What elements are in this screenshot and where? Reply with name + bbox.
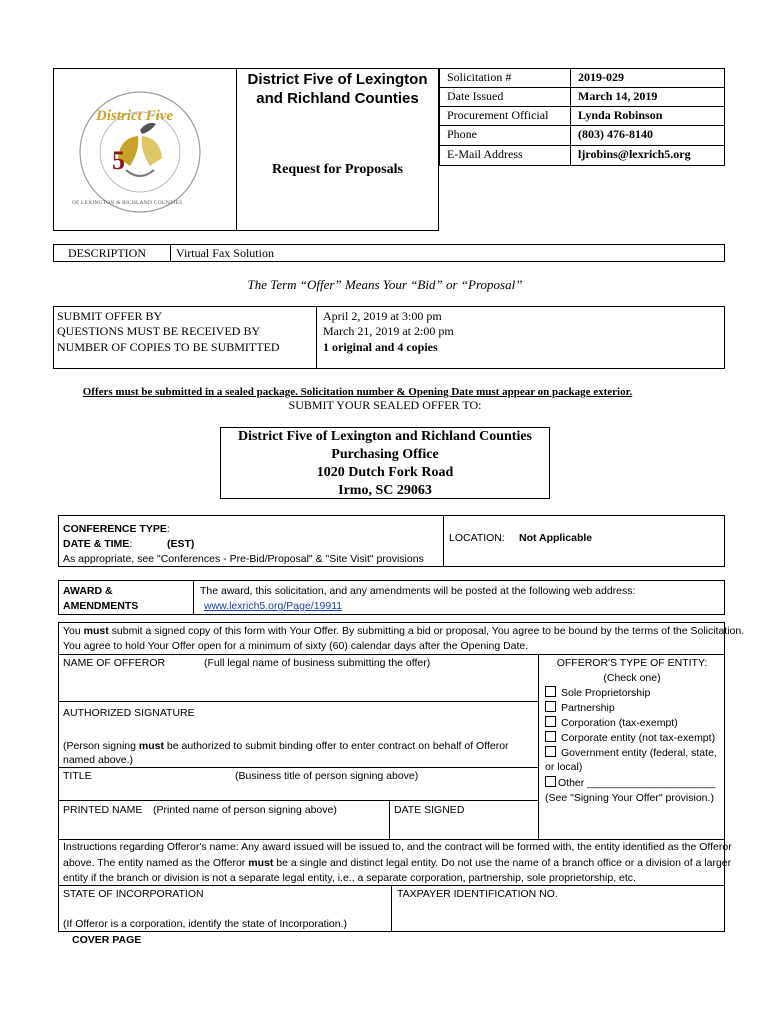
printed-name-field[interactable]	[59, 818, 387, 838]
title-hint: (Business title of person signing above)	[235, 770, 419, 782]
title-label: TITLE	[63, 770, 92, 782]
conference-timezone: (EST)	[167, 538, 195, 550]
submission-divider	[316, 306, 317, 369]
date-issued-value: March 14, 2019	[578, 89, 658, 103]
header-divider	[236, 68, 237, 231]
org-name: District Five of Lexington and Richland Counties	[247, 71, 428, 107]
offeror-name-hint: (Full legal name of business submitting the offer)	[204, 657, 431, 669]
conference-divider	[443, 515, 444, 567]
offeror-name-label: NAME OF OFFEROR	[63, 657, 166, 669]
entity-option-label: Government entity (federal, state,	[561, 747, 717, 759]
info-row-line	[439, 106, 725, 107]
date-issued-label: Date Issued	[447, 89, 504, 103]
checkbox-sole-proprietorship[interactable]	[545, 686, 556, 697]
term-note: The Term “Offer” Means Your “Bid” or “Proposal”	[247, 277, 523, 292]
copies-value: 1 original and 4 copies	[323, 340, 438, 354]
rfp-title: Request for Proposals	[272, 162, 403, 177]
entity-other-label: Other ______________________	[558, 777, 716, 789]
description-label: DESCRIPTION	[68, 246, 147, 260]
title-field[interactable]	[59, 784, 537, 800]
award-text: The award, this solicitation, and any amendments will be posted at the following web address:	[200, 585, 636, 597]
entity-option-label: Corporate entity (not tax-exempt)	[561, 732, 716, 744]
address-line-1: District Five of Lexington and Richland Counties	[237, 429, 532, 444]
offeror-name-field[interactable]	[59, 671, 537, 701]
entity-see-note: (See "Signing Your Offer" provision.)	[545, 792, 714, 804]
entity-option-label: Corporation (tax-exempt)	[561, 717, 678, 729]
submit-offer-by-label: SUBMIT OFFER BY	[57, 309, 163, 323]
questions-deadline-value: March 21, 2019 at 2:00 pm	[323, 324, 454, 338]
authorized-signature-label: AUTHORIZED SIGNATURE	[63, 707, 195, 719]
entity-option-corp-exempt[interactable]	[545, 716, 678, 729]
state-incorporation-label: STATE OF INCORPORATION	[63, 888, 204, 900]
printed-name-hint: (Printed name of person signing above)	[153, 804, 337, 816]
email-label: E-Mail Address	[447, 147, 523, 161]
info-row-line	[439, 87, 725, 88]
date-signed-label: DATE SIGNED	[394, 804, 465, 816]
checkbox-government-entity[interactable]	[545, 746, 556, 757]
tin-label: TAXPAYER IDENTIFICATION NO.	[397, 888, 558, 900]
sealed-package-notice: Offers must be submitted in a sealed package. Solicitation number & Opening Date must appear on package exterior.	[82, 386, 633, 398]
checkbox-corporation-tax-exempt[interactable]	[545, 716, 556, 727]
entity-option-other[interactable]	[545, 776, 716, 789]
instr-post: be a single and distinct legal entity. Do not use the name of a branch office or a division of a larger	[273, 857, 732, 869]
entity-heading: OFFEROR'S TYPE OF ENTITY:	[556, 657, 708, 669]
phone-value: (803) 476-8140	[578, 127, 653, 141]
checkbox-other[interactable]	[545, 776, 556, 787]
state-incorporation-field[interactable]	[59, 902, 389, 916]
logo-numeral: 5	[112, 146, 125, 175]
conference-type	[63, 523, 170, 535]
entity-option-cont: or local)	[545, 761, 583, 773]
offer-intro-line-1	[63, 625, 744, 637]
offer-intro-post: submit a signed copy of this form with Your Offer. By submitting a bid or proposal, You agree to be bound by the terms of the Solicitation.	[108, 625, 745, 637]
conference-note: As appropriate, see "Conferences - Pre-Bid/Proposal" & "Site Visit" provisions	[63, 553, 424, 565]
address-line-2: Purchasing Office	[331, 447, 439, 462]
sig-note-pre: (Person signing	[63, 740, 139, 752]
cover-page-label: COVER PAGE	[72, 934, 142, 946]
sig-note-must: must	[138, 740, 164, 752]
offer-intro-line	[58, 654, 725, 655]
location-label: LOCATION:	[449, 532, 505, 544]
conference-datetime-colon: :	[129, 538, 133, 550]
solicitation-label: Solicitation #	[447, 70, 512, 84]
state-tin-divider	[391, 885, 392, 932]
instructions-line-2	[63, 857, 731, 869]
award-label-line-2: AMENDMENTS	[63, 600, 139, 612]
tin-field[interactable]	[393, 902, 724, 931]
phone-label: Phone	[447, 127, 477, 141]
signature-note-line-1	[63, 740, 509, 752]
address-line-4: Irmo, SC 29063	[338, 483, 432, 498]
info-row-line	[439, 145, 725, 146]
logo-ring-text: OF LEXINGTON & RICHLAND COUNTIES	[72, 200, 183, 206]
state-incorporation-note: (If Offeror is a corporation, identify the state of Incorporation.)	[63, 918, 348, 930]
checkbox-corporate-entity[interactable]	[545, 731, 556, 742]
signature-note-line-2: named above.)	[63, 754, 134, 766]
copies-label: NUMBER OF COPIES TO BE SUBMITTED	[57, 340, 280, 354]
conference-datetime	[63, 538, 132, 550]
description-value: Virtual Fax Solution	[176, 246, 274, 260]
date-signed-field[interactable]	[391, 818, 537, 838]
offer-intro-line-2: You agree to hold Your Offer open for a minimum of sixty (60) calendar days after the Opening Date.	[63, 640, 529, 652]
procurement-official-label: Procurement Official	[447, 108, 549, 122]
conference-type-colon: :	[166, 523, 170, 535]
description-box	[53, 244, 725, 262]
date-signed-divider	[389, 800, 390, 839]
email-value: ljrobins@lexrich5.org	[578, 147, 691, 161]
entity-option-sole[interactable]	[545, 686, 650, 699]
info-row-line	[439, 125, 725, 126]
entity-option-partnership[interactable]	[545, 701, 615, 714]
award-url-link[interactable]: www.lexrich5.org/Page/19911	[204, 600, 343, 612]
award-label-line-1: AWARD &	[63, 585, 113, 597]
questions-deadline-label: QUESTIONS MUST BE RECEIVED BY	[57, 324, 261, 338]
instructions-line	[58, 839, 725, 840]
solicitation-value: 2019-029	[578, 70, 624, 84]
entity-option-corp-entity[interactable]	[545, 731, 715, 744]
instr-must: must	[248, 857, 274, 869]
printed-name-label: PRINTED NAME	[63, 804, 143, 816]
instr-pre: above. The entity named as the Offeror	[63, 857, 249, 869]
offer-intro-must: must	[83, 625, 109, 637]
sig-note-post: be authorized to submit binding offer to enter contract on behalf of Offeror	[163, 740, 509, 752]
entity-option-label: Partnership	[561, 702, 615, 714]
entity-option-government[interactable]	[545, 746, 717, 759]
field-line	[58, 800, 538, 801]
submit-to-label: SUBMIT YOUR SEALED OFFER TO:	[288, 398, 482, 412]
authorized-signature-field[interactable]	[59, 720, 537, 738]
award-divider	[193, 580, 194, 615]
procurement-official-value: Lynda Robinson	[578, 108, 663, 122]
info-col-divider	[570, 68, 571, 166]
conference-datetime-label: DATE & TIME	[63, 538, 130, 550]
instructions-line-1: Instructions regarding Offeror's name: Any award issued will be issued to, and the contract will be formed with, the entity identified as the Offeror	[63, 841, 732, 853]
entity-check-one: (Check one)	[603, 672, 661, 684]
instructions-line-3: entity if the branch or division is not a separate legal entity, i.e., a separate corporation, partnership, sole proprietorship, etc.	[63, 872, 636, 884]
field-line	[58, 701, 538, 702]
address-line-3: 1020 Dutch Fork Road	[316, 465, 454, 480]
field-line	[58, 767, 538, 768]
submit-offer-by-value: April 2, 2019 at 3:00 pm	[323, 309, 442, 323]
description-divider	[170, 244, 171, 262]
offer-intro-pre: You	[63, 625, 84, 637]
location-value: Not Applicable	[519, 532, 593, 544]
logo-wordmark: District Five	[96, 108, 174, 124]
entity-option-label: Sole Proprietorship	[561, 687, 651, 699]
conference-type-label: CONFERENCE TYPE	[63, 523, 167, 535]
checkbox-partnership[interactable]	[545, 701, 556, 712]
